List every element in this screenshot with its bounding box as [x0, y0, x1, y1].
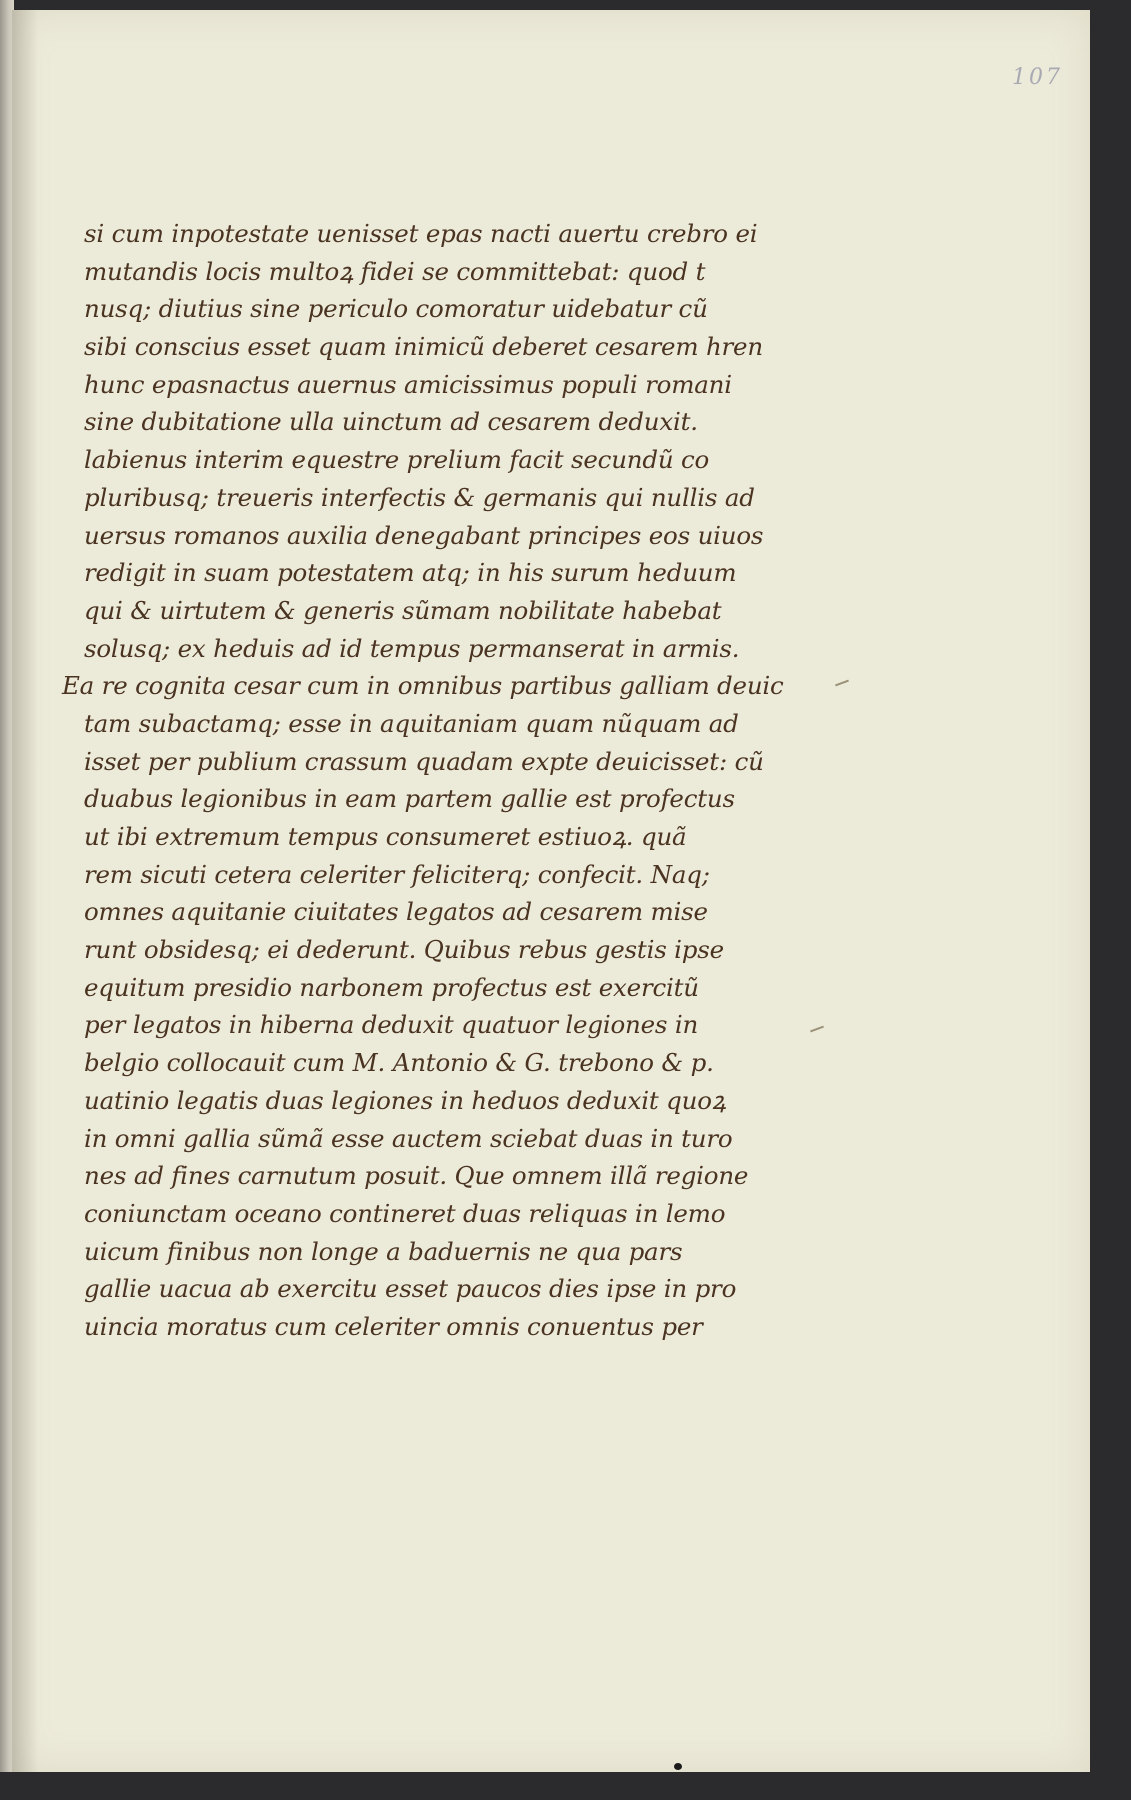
text-line: per legatos in hiberna deduxit quatuor legiones in	[84, 1010, 699, 1040]
text-line: si cum inpotestate uenisset epas nacti auertu crebro ei	[84, 219, 758, 248]
text-line: ut ibi extremum tempus consumeret estiuoꝝ. quã	[84, 822, 687, 851]
text-line: rem sicuti cetera celeriter feliciterq; confecit. Naq;	[84, 859, 710, 889]
text-line: omnes aquitanie ciuitates legatos ad cesarem mise	[84, 897, 708, 927]
text-line: nusq; diutius sine periculo comoratur uidebatur cũ	[84, 294, 708, 324]
text-line: isset per publium crassum quadam expte deuicisset: cũ	[84, 746, 764, 776]
text-line: tam subactamq; esse in aquitaniam quam nũquam ad	[84, 708, 739, 738]
folio-number: 107	[1012, 65, 1063, 90]
text-line: uersus romanos auxilia denegabant principes eos uiuos	[84, 520, 764, 550]
text-line: nes ad fines carnutum posuit. Que omnem illã regione	[84, 1161, 749, 1191]
text-line-initial: Ea re cognita cesar cum in omnibus partibus galliam deuic	[62, 671, 784, 701]
text-line: uatinio legatis duas legiones in heduos deduxit quoꝝ	[84, 1085, 726, 1115]
text-line: gallie uacua ab exercitu esset paucos dies ipse in pro	[84, 1274, 737, 1304]
text-line: labienus interim equestre prelium facit secundũ co	[84, 445, 710, 475]
text-line: coniunctam oceano contineret duas reliquas in lemo	[84, 1198, 726, 1228]
text-line: sine dubitatione ulla uinctum ad cesarem deduxit.	[84, 407, 698, 437]
manuscript-page	[12, 10, 1090, 1772]
text-line: sibi conscius esset quam inimicũ deberet cesarem hren	[84, 332, 763, 362]
text-line: equitum presidio narbonem profectus est exercitũ	[84, 972, 699, 1002]
text-line: uincia moratus cum celeriter omnis conuentus per	[84, 1311, 703, 1341]
text-line: in omni gallia sũmã esse auctem sciebat duas in turo	[84, 1123, 733, 1153]
text-line: runt obsidesq; ei dederunt. Quibus rebus gestis ipse	[84, 935, 724, 965]
text-line: solusq; ex heduis ad id tempus permanserat in armis.	[84, 633, 740, 663]
text-line: pluribusq; treueris interfectis & germanis qui nullis ad	[84, 482, 755, 512]
text-line: belgio collocauit cum M. Antonio & G. trebono & p.	[84, 1048, 714, 1078]
margin-mark	[835, 680, 849, 687]
text-line: mutandis locis multoꝝ fidei se committebat: quod t	[84, 256, 706, 286]
text-line: hunc epasnactus auernus amicissimus populi romani	[84, 369, 732, 399]
manuscript-text-block	[62, 215, 824, 1346]
text-line: uicum finibus non longe a baduernis ne qua pars	[84, 1236, 683, 1266]
page-blemish	[674, 1763, 682, 1770]
page-gutter-shadow	[12, 10, 38, 1772]
text-line: duabus legionibus in eam partem gallie est profectus	[84, 784, 735, 814]
text-line: qui & uirtutem & generis sũmam nobilitate habebat	[84, 595, 722, 625]
text-line: redigit in suam potestatem atq; in his surum heduum	[84, 558, 737, 588]
